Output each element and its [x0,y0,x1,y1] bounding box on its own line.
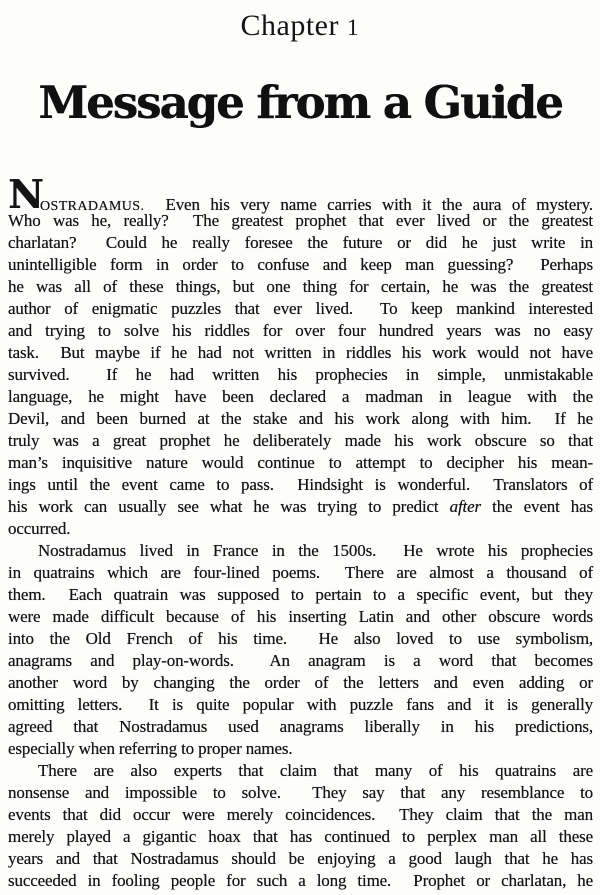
text-line: especially when referring to proper names. [8,739,293,758]
text-line [8,172,593,218]
lead-word-smallcaps: OSTRADAMUS. [40,199,145,214]
text-line: occurred. [8,519,71,538]
text-line: and trying to solve his riddles for over four hundred years was no easy [8,321,593,340]
text-line: Nostradamus lived in France in the 1500s. He wrote his prophecies [38,541,593,560]
text-line: nonsense and impossible to solve. They say that any resemblance to [8,783,593,802]
text-line: years and that Nostradamus should be enjoying a good laugh that he has [8,849,593,868]
text-line: them. Each quatrain was supposed to pertain to a specific event, but they [8,585,593,604]
text-span: his work can usually see what he was trying to predict [8,497,450,516]
drop-cap [8,172,44,218]
text-line: man’s inquisitive nature would continue to attempt to decipher his mean- [8,453,593,472]
text-line: succeeded in fooling people for such a long time. Prophet or charlatan, he [8,871,593,890]
text-line: language, he might have been declared a madman in league with the [8,387,593,406]
text-line: Devil, and been burned at the stake and his work along with him. If he [8,409,593,428]
text-line: another word by changing the order of the letters and even adding or [8,673,593,692]
text-line: agreed that Nostradamus used anagrams liberally in his predictions, [8,717,593,736]
text-line: were made difficult because of his inserting Latin and other obscure words [8,607,593,626]
text-line: Who was he, really? The greatest prophet that ever lived or the greatest [8,211,593,230]
text-line: task. But maybe if he had not written in riddles his work would not have [8,343,593,362]
body-text [8,172,593,892]
paragraph [8,760,593,892]
text-line: in quatrains which are four-lined poems. There are almost a thousand of [8,563,593,582]
text-line [8,496,593,518]
paragraph [8,172,593,540]
text-line: survived. If he had written his prophecies in simple, unmistakable [8,365,593,384]
chapter-numeral: 1 [346,15,360,40]
text-span: Even his very name carries with it the aura of mystery. [144,195,593,214]
text-line: truly was a great prophet he deliberately made his work obscure so that [8,431,593,450]
text-line: unintelligible form in order to confuse and keep man guessing? Perhaps [8,255,593,274]
text-line: author of enigmatic puzzles that ever lived. To keep mankind interested [8,299,593,318]
text-line: anagrams and play-on-words. An anagram is a word that becomes [8,651,593,670]
paragraph [8,540,593,760]
text-line: There are also experts that claim that many of his quatrains are [38,761,593,780]
text-line: merely played a gigantic hoax that has continued to perplex man all these [8,827,593,846]
italic-word: after [449,497,481,516]
text-line: ings until the event came to pass. Hindsight is wonderful. Translators of [8,475,593,494]
text-line: omitting letters. It is quite popular with puzzle fans and it is generally [8,695,593,714]
page-title: Message from a Guide [38,76,562,129]
text-span: the event has [480,497,593,516]
drop-cap-glyph: N [8,172,44,218]
chapter-word: Chapter [240,9,339,42]
text-line: into the Old French of his time. He also loved to use symbolism, [8,629,593,648]
text-line: events that did occur were merely coincidences. They claim that the man [8,805,593,824]
chapter-heading [0,9,600,43]
text-line: charlatan? Could he really foresee the future or did he just write in [8,233,593,252]
text-line: he was all of these things, but one thing for certain, he was the greatest [8,277,593,296]
